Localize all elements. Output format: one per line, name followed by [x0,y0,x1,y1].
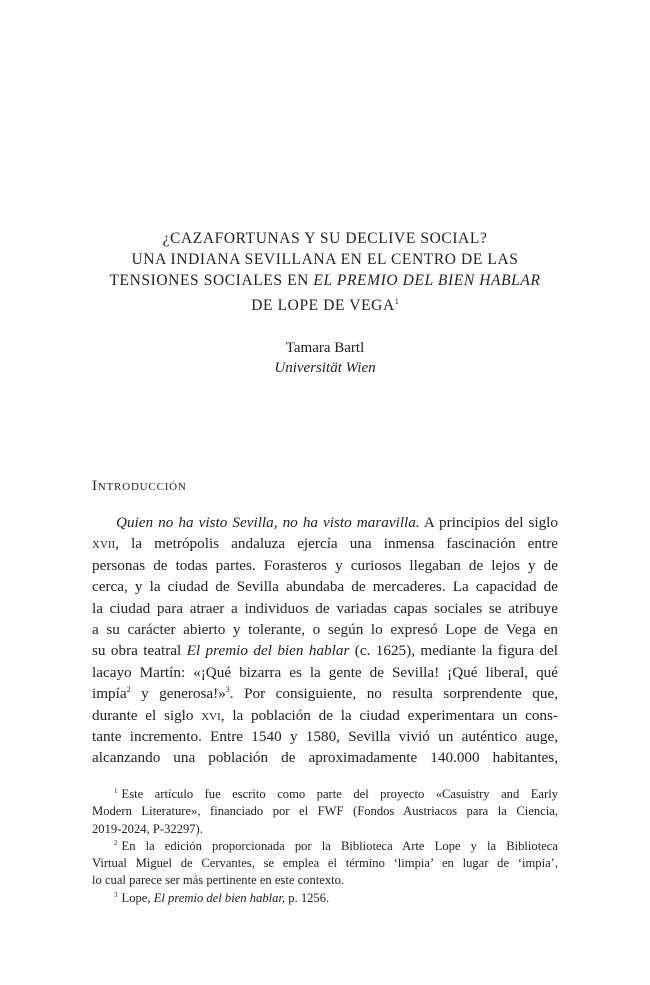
body-line [92,640,558,661]
footnote-text: Este artículo fue escrito como parte del proyecto «Casuistry and Early [121,787,558,801]
title-play-name: EL PREMIO DEL BIEN HABLAR [313,272,541,289]
title-line-3-prefix: TENSIONES SOCIALES EN [109,272,314,289]
body-line: a su carácter abierto y tolerante, o según lo expresó Lope de Vega en [92,621,558,639]
body-line [92,683,558,704]
author-affiliation: Universität Wien [274,360,376,376]
body-line: alcanzando una población de aproximadamente 140.000 habitantes, [92,749,558,767]
century-numeral: xvii [92,535,116,553]
footnote-play-title: El premio del bien hablar, [153,890,286,905]
title-line-2: UNA INDIANA SEVILLANA EN EL CENTRO DE LAS [131,251,519,268]
body-line: lacayo Martín: «¡Qué bizarra es la gente de Sevilla! ¡Qué liberal, qué [92,663,558,681]
body-text-span: . Por consiguiente, no resulta sorprendente que, [229,685,558,703]
author-name: Tamara Bartl [285,340,365,356]
footnotes [92,786,558,907]
body-paragraph [92,512,558,769]
footnote-1 [92,786,558,838]
footnote-line: Modern Literature», financiado por el FWF (Fondos Austriacos para la Ciencia, [92,804,558,819]
body-text-span: su obra teatral [92,642,187,660]
footnote-text: Lope, [121,890,154,905]
title-line-3 [60,270,590,291]
footnote-text: p. 1256. [285,890,330,905]
footnote-line: lo cual parece ser más pertinente en este contexto. [92,873,345,888]
body-quote-italic: Quien no ha visto Sevilla, no ha visto maravilla. [116,514,420,531]
body-text-span: y generosa!» [130,685,226,703]
footnote-3 [92,890,558,907]
body-text-span: impía [92,685,127,703]
footnote-number: 1 [114,787,118,795]
footnote-line [92,838,558,855]
body-text-span: durante el siglo [92,706,202,724]
body-line [92,705,558,726]
footnote-line [92,890,558,907]
body-text-span: , la metrópolis andaluza ejercía una inmensa fascinación entre [115,535,558,553]
body-line: la ciudad para atraer a individuos de variadas capas sociales se atribuye [92,599,558,617]
footnote-line: 2019-2024, P-32297). [92,821,203,836]
body-play-title: El premio del bien hablar [186,642,350,660]
body-text-span: , la población de la ciudad experimentara un cons- [220,706,558,724]
footnote-number: 2 [114,838,118,847]
footnote-line [92,786,558,803]
footnote-2 [92,838,558,890]
body-line: personas de todas partes. Forasteros y curiosos llegaban de lejos y de [92,556,558,574]
title-line-1: ¿CAZAFORTUNAS Y SU DECLIVE SOCIAL? [162,230,488,247]
century-numeral: xvi [201,706,221,724]
title-line-4 [60,291,590,316]
title-line-4-text: DE LOPE DE VEGA [251,297,395,314]
body-text-span: A principios del siglo [419,514,558,531]
section-heading: Introducción [92,478,187,494]
author-block [60,338,590,378]
body-line [92,533,558,554]
body-text-span: (c. 1625), mediante la figura del [349,642,559,660]
footnote-ref-3[interactable]: 3 [225,685,230,695]
body-line [92,512,558,533]
body-line: tante incremento. Entre 1540 y 1580, Sevilla vivió un auténtico auge, [92,728,558,746]
title-footnote-marker[interactable]: 1 [394,297,399,306]
footnote-ref-2[interactable]: 2 [126,685,131,695]
footnote-line: Virtual Miguel de Cervantes, se emplea el término ‘limpia’ en lugar de ‘impía’, [92,856,558,871]
body-line: cerca, y la ciudad de Sevilla abundaba de mercaderes. La capacidad de [92,578,558,596]
footnote-number: 3 [114,890,118,899]
article-title [60,228,590,316]
footnote-text: En la edición proporcionada por la Biblioteca Arte Lope y la Biblioteca [121,838,558,853]
